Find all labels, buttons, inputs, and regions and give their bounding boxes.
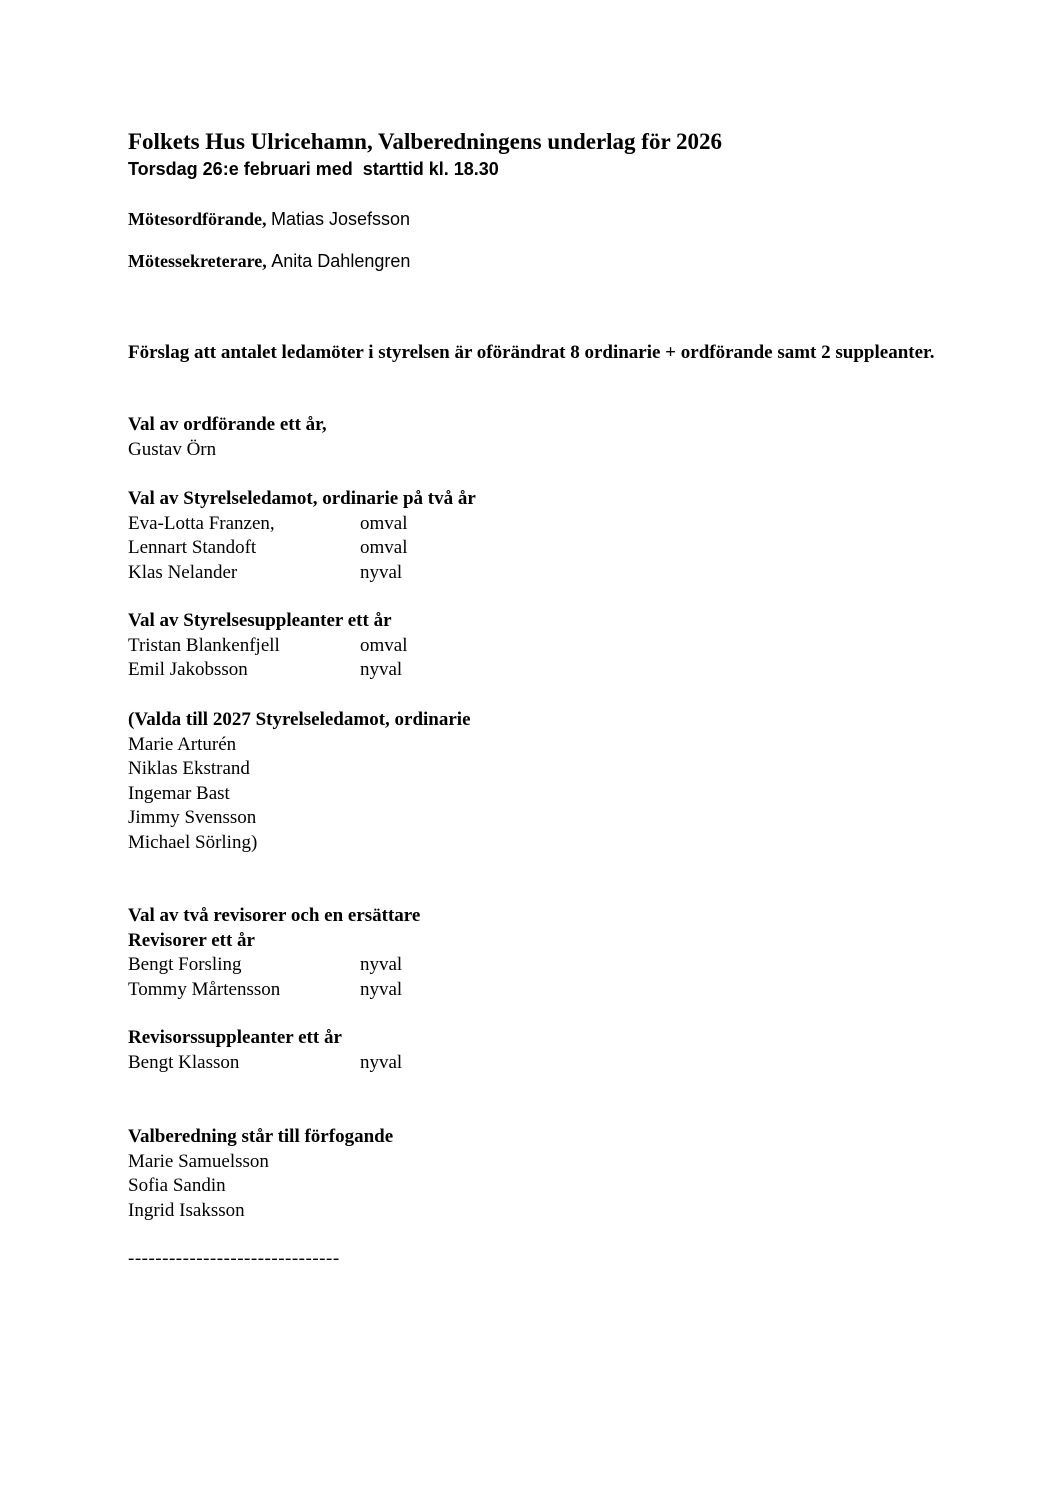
candidate-status: nyval — [360, 1051, 403, 1073]
candidate-name: Klas Nelander — [128, 561, 238, 583]
list-item: Michael Sörling) — [128, 831, 258, 853]
list-item: Marie Arturén — [128, 733, 237, 755]
meeting-secretary-name: Anita Dahlengren — [271, 251, 411, 271]
candidate-row — [128, 634, 408, 659]
candidate-name: Tristan Blankenfjell — [128, 634, 280, 656]
meeting-chair-name: Matias Josefsson — [270, 209, 411, 229]
document-title: Folkets Hus Ulricehamn, Valberedningens underlag för 2026 — [128, 129, 723, 154]
candidate-row — [128, 953, 420, 978]
candidate-row — [128, 536, 476, 561]
section-heading: Val av Styrelseledamot, ordinarie på två år — [128, 488, 476, 509]
candidate-row — [128, 1051, 402, 1076]
auditors-section — [128, 904, 420, 1002]
candidate-row — [128, 512, 476, 537]
candidate-status: nyval — [360, 561, 403, 583]
board-deputies-section — [128, 609, 408, 683]
candidate-status: omval — [360, 512, 408, 534]
meeting-secretary — [128, 251, 410, 272]
candidate-name: Tommy Mårtensson — [128, 978, 281, 1000]
candidate-status: nyval — [360, 978, 403, 1000]
nomination-committee-section — [128, 1125, 393, 1223]
section-heading: Val av Styrelsesuppleanter ett år — [128, 610, 392, 631]
candidate-status: nyval — [360, 954, 403, 975]
chairman-election-section — [128, 413, 327, 462]
candidate-name: Lennart Standoft — [128, 537, 257, 558]
candidate-name: Bengt Forsling — [128, 954, 242, 975]
candidate-status: omval — [360, 634, 408, 656]
list-item: Gustav Örn — [128, 438, 217, 460]
candidate-row — [128, 561, 476, 586]
candidate-row — [128, 978, 420, 1003]
section-heading: Valberedning står till förfogande — [128, 1126, 394, 1147]
candidate-name: Emil Jakobsson — [128, 659, 248, 680]
list-item: Niklas Ekstrand — [128, 758, 250, 779]
list-item: Jimmy Svensson — [128, 807, 257, 828]
section-heading: Revisorssuppleanter ett år — [128, 1027, 342, 1048]
board-members-section — [128, 487, 476, 585]
candidate-status: nyval — [360, 659, 403, 680]
meeting-chair — [128, 209, 410, 230]
section-heading: (Valda till 2027 Styrelseledamot, ordinarie — [128, 709, 471, 730]
section-heading: Val av ordförande ett år, — [128, 414, 327, 435]
board-size-proposal: Förslag att antalet ledamöter i styrelsen är oförändrat 8 ordinarie + ordförande samt 2 suppleanter. — [128, 342, 935, 363]
meeting-chair-label: Mötesordförande, — [128, 209, 267, 229]
section-subheading: Revisorer ett år — [128, 929, 255, 951]
auditor-deputies-section — [128, 1026, 402, 1075]
elected-2027-section — [128, 708, 471, 855]
list-item: Sofia Sandin — [128, 1175, 226, 1196]
section-heading: Val av två revisorer och en ersättare — [128, 905, 421, 926]
meeting-secretary-label: Mötessekreterare, — [128, 251, 267, 271]
candidate-status: omval — [360, 537, 408, 558]
candidate-name: Bengt Klasson — [128, 1051, 240, 1073]
list-item: Marie Samuelsson — [128, 1150, 269, 1172]
meeting-date: Torsdag 26:e februari med starttid kl. 18.30 — [128, 159, 499, 179]
candidate-row — [128, 658, 408, 683]
list-item: Ingrid Isaksson — [128, 1199, 245, 1221]
candidate-name: Eva-Lotta Franzen, — [128, 512, 275, 534]
dashed-divider: ------------------------------- — [128, 1248, 340, 1269]
list-item: Ingemar Bast — [128, 782, 230, 804]
